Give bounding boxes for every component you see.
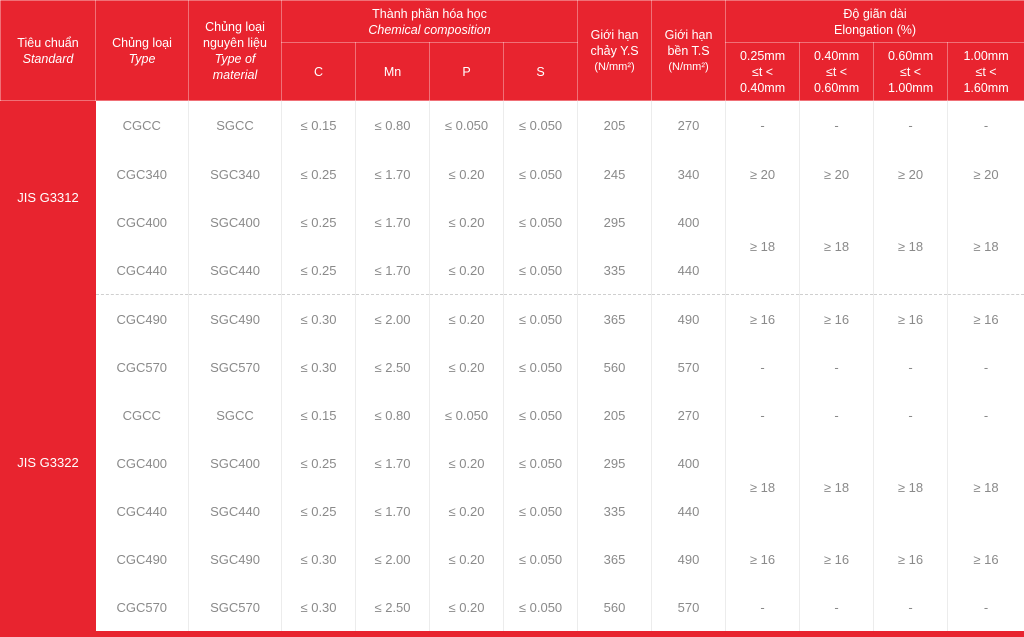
cell-ts: 490: [652, 295, 726, 344]
cell-elong: -: [874, 343, 948, 391]
cell-s: ≤ 0.050: [504, 150, 578, 198]
cell-material: SGC400: [189, 198, 282, 246]
cell-p: ≤ 0.20: [430, 487, 504, 535]
cell-s: ≤ 0.050: [504, 101, 578, 151]
cell-p: ≤ 0.20: [430, 295, 504, 344]
header-material: Chủng loại nguyên liệu Type of material: [189, 1, 282, 101]
cell-elong: ≥ 16: [948, 295, 1024, 344]
cell-ts: 490: [652, 535, 726, 583]
cell-s: ≤ 0.050: [504, 583, 578, 631]
table-row: [1, 391, 1024, 439]
cell-elong: -: [948, 343, 1024, 391]
cell-ys: 295: [578, 439, 652, 487]
cell-s: ≤ 0.050: [504, 439, 578, 487]
table-row: [1, 295, 1024, 344]
cell-c: ≤ 0.30: [282, 535, 356, 583]
cell-c: ≤ 0.25: [282, 198, 356, 246]
table-row: [1, 101, 1024, 151]
cell-s: ≤ 0.050: [504, 295, 578, 344]
cell-mn: ≤ 1.70: [356, 150, 430, 198]
cell-elong: -: [800, 583, 874, 631]
cell-c: ≤ 0.25: [282, 439, 356, 487]
cell-s: ≤ 0.050: [504, 535, 578, 583]
cell-type: CGC340: [96, 150, 189, 198]
cell-material: SGCC: [189, 391, 282, 439]
cell-elong: ≥ 18: [800, 439, 874, 535]
cell-elong: -: [874, 101, 948, 151]
cell-elong: -: [726, 101, 800, 151]
cell-material: SGC400: [189, 439, 282, 487]
cell-p: ≤ 0.20: [430, 583, 504, 631]
cell-mn: ≤ 1.70: [356, 487, 430, 535]
cell-ts: 340: [652, 150, 726, 198]
cell-type: CGC570: [96, 583, 189, 631]
table-row: [1, 439, 1024, 487]
header-type: Chủng loại Type: [96, 1, 189, 101]
header-elongation: Độ giãn dài Elongation (%): [726, 1, 1024, 43]
cell-p: ≤ 0.20: [430, 343, 504, 391]
cell-material: SGC440: [189, 487, 282, 535]
cell-c: ≤ 0.30: [282, 343, 356, 391]
cell-ys: 245: [578, 150, 652, 198]
cell-c: ≤ 0.25: [282, 246, 356, 295]
cell-mn: ≤ 1.70: [356, 246, 430, 295]
cell-mn: ≤ 0.80: [356, 391, 430, 439]
header-chemical-composition: Thành phần hóa học Chemical composition: [282, 1, 578, 43]
cell-elong: ≥ 20: [874, 150, 948, 198]
cell-p: ≤ 0.050: [430, 391, 504, 439]
table-row: [1, 583, 1024, 631]
cell-type: CGC400: [96, 439, 189, 487]
cell-elong: -: [726, 391, 800, 439]
cell-elong: ≥ 16: [948, 535, 1024, 583]
cell-ys: 335: [578, 246, 652, 295]
cell-type: CGC440: [96, 487, 189, 535]
cell-material: SGC490: [189, 295, 282, 344]
cell-ts: 270: [652, 101, 726, 151]
cell-c: ≤ 0.15: [282, 101, 356, 151]
cell-c: ≤ 0.25: [282, 487, 356, 535]
cell-elong: ≥ 20: [800, 150, 874, 198]
cell-mn: ≤ 2.50: [356, 343, 430, 391]
header-c: C: [282, 43, 356, 101]
cell-c: ≤ 0.30: [282, 295, 356, 344]
cell-mn: ≤ 2.50: [356, 583, 430, 631]
standard-label: JIS G3322: [1, 295, 96, 632]
cell-ts: 440: [652, 246, 726, 295]
cell-ys: 335: [578, 487, 652, 535]
cell-c: ≤ 0.15: [282, 391, 356, 439]
cell-elong: ≥ 20: [726, 150, 800, 198]
cell-s: ≤ 0.050: [504, 487, 578, 535]
cell-ys: 205: [578, 391, 652, 439]
header-mn: Mn: [356, 43, 430, 101]
table-header: [1, 1, 1024, 101]
cell-s: ≤ 0.050: [504, 391, 578, 439]
cell-material: SGC490: [189, 535, 282, 583]
header-tensile-strength: Giới hạn bền T.S (N/mm²): [652, 1, 726, 101]
cell-p: ≤ 0.20: [430, 535, 504, 583]
cell-elong: -: [948, 391, 1024, 439]
cell-mn: ≤ 2.00: [356, 295, 430, 344]
header-p: P: [430, 43, 504, 101]
cell-ts: 400: [652, 439, 726, 487]
cell-elong: -: [874, 583, 948, 631]
cell-mn: ≤ 1.70: [356, 198, 430, 246]
cell-elong: ≥ 16: [800, 295, 874, 344]
cell-ts: 270: [652, 391, 726, 439]
cell-elong: ≥ 18: [874, 198, 948, 295]
cell-elong: -: [726, 343, 800, 391]
cell-elong: -: [726, 583, 800, 631]
cell-ts: 400: [652, 198, 726, 246]
cell-p: ≤ 0.20: [430, 150, 504, 198]
cell-c: ≤ 0.25: [282, 150, 356, 198]
cell-material: SGC340: [189, 150, 282, 198]
cell-material: SGC570: [189, 583, 282, 631]
cell-mn: ≤ 0.80: [356, 101, 430, 151]
cell-elong: -: [874, 391, 948, 439]
cell-p: ≤ 0.20: [430, 246, 504, 295]
header-elong-range-4: 1.00mm ≤t < 1.60mm: [948, 43, 1024, 101]
cell-type: CGC400: [96, 198, 189, 246]
cell-ts: 570: [652, 343, 726, 391]
cell-ys: 295: [578, 198, 652, 246]
cell-type: CGCC: [96, 391, 189, 439]
cell-p: ≤ 0.20: [430, 439, 504, 487]
cell-ys: 365: [578, 535, 652, 583]
cell-elong: -: [800, 391, 874, 439]
cell-type: CGC490: [96, 295, 189, 344]
cell-s: ≤ 0.050: [504, 198, 578, 246]
cell-p: ≤ 0.20: [430, 198, 504, 246]
header-s: S: [504, 43, 578, 101]
cell-elong: ≥ 18: [874, 439, 948, 535]
cell-material: SGC440: [189, 246, 282, 295]
header-elong-range-2: 0.40mm ≤t < 0.60mm: [800, 43, 874, 101]
cell-p: ≤ 0.050: [430, 101, 504, 151]
standard-label: JIS G3312: [1, 101, 96, 295]
cell-ts: 440: [652, 487, 726, 535]
table-row: [1, 198, 1024, 246]
cell-mn: ≤ 1.70: [356, 439, 430, 487]
cell-type: CGC570: [96, 343, 189, 391]
header-yield-strength: Giới hạn chảy Y.S (N/mm²): [578, 1, 652, 101]
cell-elong: -: [948, 583, 1024, 631]
cell-material: SGC570: [189, 343, 282, 391]
cell-ys: 205: [578, 101, 652, 151]
cell-elong: ≥ 16: [874, 535, 948, 583]
cell-elong: ≥ 16: [726, 535, 800, 583]
cell-s: ≤ 0.050: [504, 246, 578, 295]
cell-elong: -: [800, 343, 874, 391]
table-row: [1, 343, 1024, 391]
cell-elong: ≥ 16: [800, 535, 874, 583]
cell-elong: ≥ 20: [948, 150, 1024, 198]
table-body: [1, 101, 1024, 632]
cell-elong: ≥ 18: [726, 439, 800, 535]
table-row: [1, 535, 1024, 583]
cell-elong: ≥ 18: [948, 439, 1024, 535]
cell-ys: 365: [578, 295, 652, 344]
cell-ys: 560: [578, 343, 652, 391]
cell-elong: -: [800, 101, 874, 151]
header-elong-range-1: 0.25mm ≤t < 0.40mm: [726, 43, 800, 101]
cell-c: ≤ 0.30: [282, 583, 356, 631]
table-row: [1, 150, 1024, 198]
cell-s: ≤ 0.050: [504, 343, 578, 391]
cell-elong: -: [948, 101, 1024, 151]
cell-elong: ≥ 18: [726, 198, 800, 295]
cell-material: SGCC: [189, 101, 282, 151]
header-elong-range-3: 0.60mm ≤t < 1.00mm: [874, 43, 948, 101]
cell-elong: ≥ 18: [800, 198, 874, 295]
cell-ts: 570: [652, 583, 726, 631]
cell-elong: ≥ 16: [874, 295, 948, 344]
cell-elong: ≥ 16: [726, 295, 800, 344]
cell-type: CGC490: [96, 535, 189, 583]
cell-mn: ≤ 2.00: [356, 535, 430, 583]
header-standard: Tiêu chuẩn Standard: [1, 1, 96, 101]
cell-elong: ≥ 18: [948, 198, 1024, 295]
cell-type: CGC440: [96, 246, 189, 295]
cell-ys: 560: [578, 583, 652, 631]
cell-type: CGCC: [96, 101, 189, 151]
